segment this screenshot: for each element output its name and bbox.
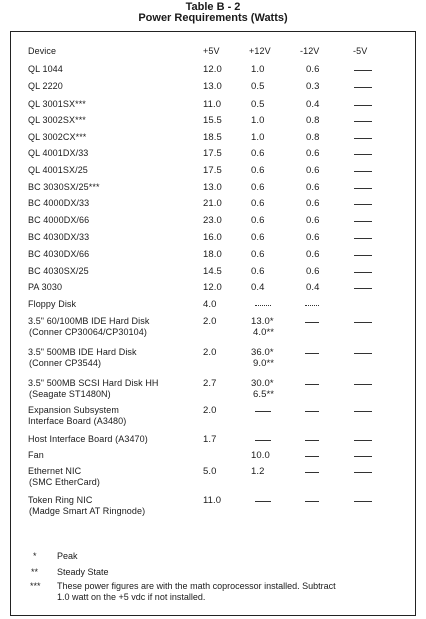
value-plus-12v: 10.0 xyxy=(251,450,270,461)
dash-minus-5v xyxy=(354,384,372,385)
value-minus-12v: 0.6 xyxy=(306,64,320,75)
value-minus-12v: 0.8 xyxy=(306,115,320,126)
value-plus-5v: 2.7 xyxy=(203,378,217,389)
dash-minus-5v xyxy=(354,238,372,239)
device-name: (Conner CP3544) xyxy=(29,358,102,368)
value-plus-12v: 0.6 xyxy=(251,182,265,193)
dash-minus-5v xyxy=(354,171,372,172)
header-plus-5v: +5V xyxy=(203,46,220,56)
header-plus-12v: +12V xyxy=(249,46,271,56)
dash-plus-12v xyxy=(255,501,271,502)
value-plus-12v: 0.6 xyxy=(251,165,265,176)
device-name: Interface Board (A3480) xyxy=(28,416,127,426)
footnote-symbol: * xyxy=(33,551,37,561)
device-name: Host Interface Board (A3470) xyxy=(28,434,148,444)
dash-minus-5v xyxy=(354,87,372,88)
dash-minus-5v xyxy=(354,204,372,205)
value-plus-5v: 5.0 xyxy=(203,466,217,477)
value-plus-12v: 0.6 xyxy=(251,266,265,277)
value-plus-12v: 1.0 xyxy=(251,132,265,143)
value-plus-5v: 11.0 xyxy=(203,495,222,506)
dash-minus-12v xyxy=(305,456,319,457)
value-plus-12v: 36.0* xyxy=(251,347,274,358)
value-minus-12v: 0.8 xyxy=(306,132,320,143)
device-name: Floppy Disk xyxy=(28,299,77,309)
dash-minus-12v xyxy=(305,322,319,323)
dash-minus-5v xyxy=(354,70,372,71)
value-plus-12v: 9.0** xyxy=(253,358,275,369)
dash-minus-5v xyxy=(354,501,372,502)
footnote-symbol: ** xyxy=(31,567,39,577)
value-plus-12v: 1.2 xyxy=(251,466,265,477)
dash-minus-5v xyxy=(354,411,372,412)
device-name: QL 4001SX/25 xyxy=(28,165,88,175)
device-name: BC 4000DX/33 xyxy=(28,198,90,208)
table-title: Table B - 2 xyxy=(185,1,241,13)
value-plus-12v: 0.4 xyxy=(251,282,265,293)
footnote-text: 1.0 watt on the +5 vdc if not installed. xyxy=(57,592,206,602)
value-plus-12v: 0.6 xyxy=(251,198,265,209)
dash-minus-5v xyxy=(354,255,372,256)
device-name: 3.5" 500MB IDE Hard Disk xyxy=(28,347,137,357)
value-minus-12v: 0.6 xyxy=(306,182,320,193)
value-plus-5v: 23.0 xyxy=(203,215,222,226)
value-plus-12v: 0.6 xyxy=(251,148,265,159)
value-plus-12v: 4.0** xyxy=(253,327,275,338)
value-plus-12v: 0.6 xyxy=(251,215,265,226)
dash-minus-12v xyxy=(305,305,319,306)
dash-plus-12v xyxy=(255,411,271,412)
device-name: Fan xyxy=(28,450,44,460)
device-name: Token Ring NIC xyxy=(28,495,93,505)
device-name: BC 4030DX/33 xyxy=(28,232,90,242)
dash-plus-12v xyxy=(255,440,271,441)
device-name: (SMC EtherCard) xyxy=(29,477,101,487)
dash-minus-12v xyxy=(305,501,319,502)
value-plus-5v: 17.5 xyxy=(203,148,222,159)
dash-minus-12v xyxy=(305,384,319,385)
value-plus-5v: 17.5 xyxy=(203,165,222,176)
dash-minus-5v xyxy=(354,138,372,139)
value-plus-5v: 18.0 xyxy=(203,249,222,260)
value-plus-5v: 12.0 xyxy=(203,64,222,75)
value-plus-5v: 12.0 xyxy=(203,282,222,293)
value-minus-12v: 0.4 xyxy=(306,282,320,293)
value-plus-5v: 1.7 xyxy=(203,434,217,445)
dash-minus-5v xyxy=(354,121,372,122)
value-minus-12v: 0.6 xyxy=(306,165,320,176)
table-subtitle: Power Requirements (Watts) xyxy=(138,12,288,24)
device-name: BC 4030DX/66 xyxy=(28,249,90,259)
footnote-text: Peak xyxy=(57,551,78,561)
value-plus-5v: 2.0 xyxy=(203,347,217,358)
dash-minus-5v xyxy=(354,456,372,457)
device-name: (Madge Smart AT Ringnode) xyxy=(29,506,146,516)
device-name: BC 4030SX/25 xyxy=(28,266,89,276)
dash-minus-5v xyxy=(354,221,372,222)
dash-minus-12v xyxy=(305,411,319,412)
device-name: QL 3001SX*** xyxy=(28,99,86,109)
dash-minus-5v xyxy=(354,353,372,354)
value-plus-12v: 0.6 xyxy=(251,232,265,243)
footnote-symbol: *** xyxy=(30,581,41,591)
value-plus-5v: 2.0 xyxy=(203,316,217,327)
value-plus-5v: 15.5 xyxy=(203,115,222,126)
header-minus-5v: -5V xyxy=(353,46,368,56)
value-plus-12v: 0.6 xyxy=(251,249,265,260)
dash-minus-5v xyxy=(354,472,372,473)
value-plus-12v: 1.0 xyxy=(251,115,265,126)
device-name: (Conner CP30064/CP30104) xyxy=(29,327,147,337)
device-name: QL 3002CX*** xyxy=(28,132,87,142)
value-minus-12v: 0.6 xyxy=(306,232,320,243)
value-plus-5v: 2.0 xyxy=(203,405,217,416)
dash-plus-12v xyxy=(255,305,271,306)
dash-minus-5v xyxy=(354,154,372,155)
device-name: QL 4001DX/33 xyxy=(28,148,89,158)
device-name: BC 3030SX/25*** xyxy=(28,182,100,192)
value-plus-12v: 30.0* xyxy=(251,378,274,389)
device-name: BC 4000DX/66 xyxy=(28,215,90,225)
device-name: Ethernet NIC xyxy=(28,466,82,476)
value-plus-5v: 16.0 xyxy=(203,232,222,243)
device-name: 3.5" 60/100MB IDE Hard Disk xyxy=(28,316,150,326)
dash-minus-5v xyxy=(354,188,372,189)
value-plus-12v: 0.5 xyxy=(251,81,265,92)
device-name: QL 1044 xyxy=(28,64,63,74)
dash-minus-5v xyxy=(354,272,372,273)
device-name: 3.5" 500MB SCSI Hard Disk HH xyxy=(28,378,159,388)
value-plus-12v: 6.5** xyxy=(253,389,275,400)
power-requirements-table xyxy=(10,31,416,616)
value-plus-12v: 13.0* xyxy=(251,316,274,327)
value-minus-12v: 0.3 xyxy=(306,81,320,92)
device-name: PA 3030 xyxy=(28,282,63,292)
value-plus-5v: 13.0 xyxy=(203,182,222,193)
dash-minus-12v xyxy=(305,440,319,441)
dash-minus-5v xyxy=(354,322,372,323)
value-plus-5v: 4.0 xyxy=(203,299,217,310)
value-plus-5v: 18.5 xyxy=(203,132,222,143)
value-minus-12v: 0.6 xyxy=(306,249,320,260)
value-minus-12v: 0.6 xyxy=(306,148,320,159)
dash-minus-5v xyxy=(354,288,372,289)
header-minus-12v: -12V xyxy=(300,46,320,56)
footnote-text: These power figures are with the math coprocessor installed. Subtract xyxy=(57,581,336,591)
value-minus-12v: 0.6 xyxy=(306,198,320,209)
value-plus-5v: 21.0 xyxy=(203,198,222,209)
device-name: QL 2220 xyxy=(28,81,63,91)
dash-minus-5v xyxy=(354,105,372,106)
value-minus-12v: 0.4 xyxy=(306,99,320,110)
header-device: Device xyxy=(28,46,57,56)
dash-minus-12v xyxy=(305,472,319,473)
device-name: QL 3002SX*** xyxy=(28,115,86,125)
value-plus-12v: 1.0 xyxy=(251,64,265,75)
value-plus-5v: 14.5 xyxy=(203,266,222,277)
value-plus-5v: 13.0 xyxy=(203,81,222,92)
value-plus-5v: 11.0 xyxy=(203,99,222,110)
dash-minus-5v xyxy=(354,440,372,441)
value-minus-12v: 0.6 xyxy=(306,215,320,226)
value-minus-12v: 0.6 xyxy=(306,266,320,277)
device-name: (Seagate ST1480N) xyxy=(29,389,111,399)
device-name: Expansion Subsystem xyxy=(28,405,119,415)
dash-minus-12v xyxy=(305,353,319,354)
value-plus-12v: 0.5 xyxy=(251,99,265,110)
footnote-text: Steady State xyxy=(57,567,109,577)
